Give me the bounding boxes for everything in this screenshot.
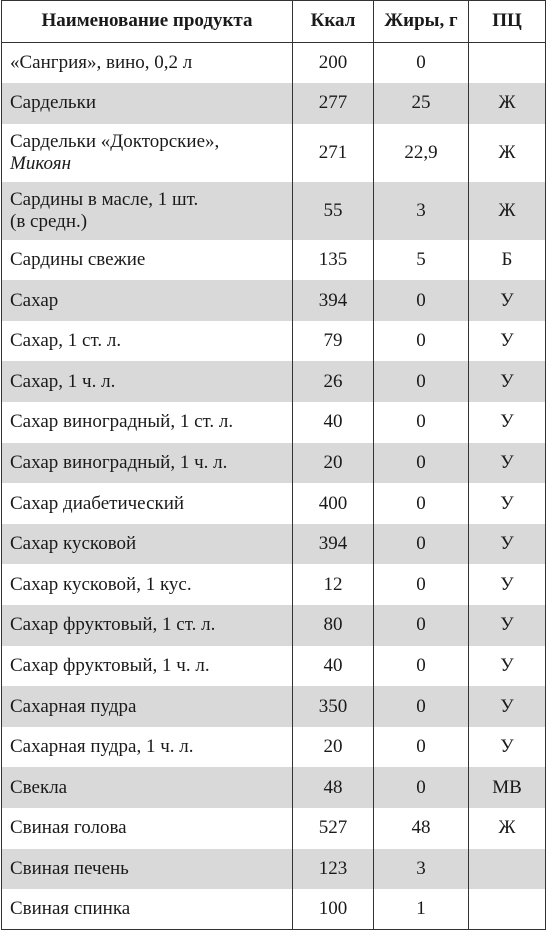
fat-value: 0 bbox=[374, 483, 469, 524]
table-row bbox=[2, 402, 546, 443]
kcal-value: 527 bbox=[293, 808, 374, 849]
product-name: Сахар кусковой, 1 кус. bbox=[2, 564, 293, 605]
table-row bbox=[2, 808, 546, 849]
table-row bbox=[2, 483, 546, 524]
product-name: Сардины в масле, 1 шт. bbox=[10, 188, 199, 210]
product-name: Сардельки «Докторские», bbox=[10, 130, 220, 152]
kcal-value: 100 bbox=[293, 889, 374, 930]
kcal-value: 40 bbox=[293, 646, 374, 687]
table-row bbox=[2, 524, 546, 565]
fat-value: 48 bbox=[374, 808, 469, 849]
product-name: Свиная печень bbox=[2, 849, 293, 890]
table-body bbox=[2, 43, 546, 930]
product-name: Сардельки bbox=[2, 83, 293, 124]
pc-value: У bbox=[469, 646, 546, 687]
kcal-value: 20 bbox=[293, 443, 374, 484]
table-row bbox=[2, 83, 546, 124]
table-row bbox=[2, 43, 546, 84]
kcal-value: 40 bbox=[293, 402, 374, 443]
pc-value: Ж bbox=[469, 83, 546, 124]
table-row bbox=[2, 605, 546, 646]
fat-value: 0 bbox=[374, 443, 469, 484]
fat-value: 0 bbox=[374, 564, 469, 605]
header-row bbox=[2, 1, 546, 43]
kcal-value: 350 bbox=[293, 686, 374, 727]
table-row bbox=[2, 443, 546, 484]
pc-value bbox=[469, 889, 546, 930]
pc-value: Ж bbox=[469, 808, 546, 849]
pc-value: Б bbox=[469, 240, 546, 281]
pc-value bbox=[469, 43, 546, 84]
product-name: Сахарная пудра bbox=[2, 686, 293, 727]
pc-value: У bbox=[469, 564, 546, 605]
fat-value: 22,9 bbox=[374, 124, 469, 182]
pc-value bbox=[469, 849, 546, 890]
fat-value: 0 bbox=[374, 43, 469, 84]
product-name: Сардины свежие bbox=[2, 240, 293, 281]
product-name: Сахар виноградный, 1 ст. л. bbox=[2, 402, 293, 443]
kcal-value: 400 bbox=[293, 483, 374, 524]
product-name-cell bbox=[2, 182, 293, 240]
pc-value: У bbox=[469, 483, 546, 524]
product-name: Свекла bbox=[2, 767, 293, 808]
fat-value: 0 bbox=[374, 321, 469, 362]
pc-value: У bbox=[469, 524, 546, 565]
kcal-value: 55 bbox=[293, 182, 374, 240]
kcal-value: 48 bbox=[293, 767, 374, 808]
product-name: Сахарная пудра, 1 ч. л. bbox=[2, 727, 293, 768]
header-pc: ПЦ bbox=[469, 1, 546, 43]
table-row bbox=[2, 124, 546, 182]
fat-value: 25 bbox=[374, 83, 469, 124]
pc-value: Ж bbox=[469, 124, 546, 182]
fat-value: 0 bbox=[374, 280, 469, 321]
pc-value: У bbox=[469, 443, 546, 484]
table-row bbox=[2, 686, 546, 727]
fat-value: 0 bbox=[374, 402, 469, 443]
pc-value: У bbox=[469, 280, 546, 321]
fat-value: 0 bbox=[374, 605, 469, 646]
product-name: Сахар диабетический bbox=[2, 483, 293, 524]
header-kcal: Ккал bbox=[293, 1, 374, 43]
pc-value: У bbox=[469, 727, 546, 768]
fat-value: 0 bbox=[374, 686, 469, 727]
product-name: Сахар фруктовый, 1 ч. л. bbox=[2, 646, 293, 687]
fat-value: 0 bbox=[374, 646, 469, 687]
calorie-table bbox=[1, 0, 546, 930]
product-name-cell bbox=[2, 124, 293, 182]
table-row bbox=[2, 767, 546, 808]
fat-value: 0 bbox=[374, 361, 469, 402]
kcal-value: 12 bbox=[293, 564, 374, 605]
kcal-value: 79 bbox=[293, 321, 374, 362]
product-name: Сахар фруктовый, 1 ст. л. bbox=[2, 605, 293, 646]
table-row bbox=[2, 321, 546, 362]
pc-value: Ж bbox=[469, 182, 546, 240]
pc-value: МВ bbox=[469, 767, 546, 808]
kcal-value: 123 bbox=[293, 849, 374, 890]
header-name: Наименование продукта bbox=[2, 1, 293, 43]
kcal-value: 200 bbox=[293, 43, 374, 84]
pc-value: У bbox=[469, 321, 546, 362]
table-row bbox=[2, 240, 546, 281]
product-name: Сахар, 1 ч. л. bbox=[2, 361, 293, 402]
kcal-value: 271 bbox=[293, 124, 374, 182]
product-name: Сахар bbox=[2, 280, 293, 321]
product-name: Сахар виноградный, 1 ч. л. bbox=[2, 443, 293, 484]
kcal-value: 80 bbox=[293, 605, 374, 646]
kcal-value: 394 bbox=[293, 524, 374, 565]
table-header bbox=[2, 1, 546, 43]
pc-value: У bbox=[469, 686, 546, 727]
kcal-value: 26 bbox=[293, 361, 374, 402]
fat-value: 3 bbox=[374, 849, 469, 890]
kcal-value: 277 bbox=[293, 83, 374, 124]
table-row bbox=[2, 727, 546, 768]
fat-value: 3 bbox=[374, 182, 469, 240]
table-row bbox=[2, 182, 546, 240]
table-row bbox=[2, 646, 546, 687]
kcal-value: 394 bbox=[293, 280, 374, 321]
table-row bbox=[2, 564, 546, 605]
table-row bbox=[2, 280, 546, 321]
product-maker: Микоян bbox=[10, 152, 71, 174]
product-name: «Сангрия», вино, 0,2 л bbox=[2, 43, 293, 84]
product-name: Сахар, 1 ст. л. bbox=[2, 321, 293, 362]
pc-value: У bbox=[469, 605, 546, 646]
pc-value: У bbox=[469, 361, 546, 402]
table-row bbox=[2, 849, 546, 890]
fat-value: 0 bbox=[374, 727, 469, 768]
product-name: Свиная спинка bbox=[2, 889, 293, 930]
kcal-value: 20 bbox=[293, 727, 374, 768]
header-fat: Жиры, г bbox=[374, 1, 469, 43]
kcal-value: 135 bbox=[293, 240, 374, 281]
product-name: Свиная голова bbox=[2, 808, 293, 849]
fat-value: 0 bbox=[374, 524, 469, 565]
product-name-line2: (в средн.) bbox=[10, 210, 88, 232]
fat-value: 1 bbox=[374, 889, 469, 930]
fat-value: 5 bbox=[374, 240, 469, 281]
product-name: Сахар кусковой bbox=[2, 524, 293, 565]
table-row bbox=[2, 361, 546, 402]
pc-value: У bbox=[469, 402, 546, 443]
table-row bbox=[2, 889, 546, 930]
fat-value: 0 bbox=[374, 767, 469, 808]
